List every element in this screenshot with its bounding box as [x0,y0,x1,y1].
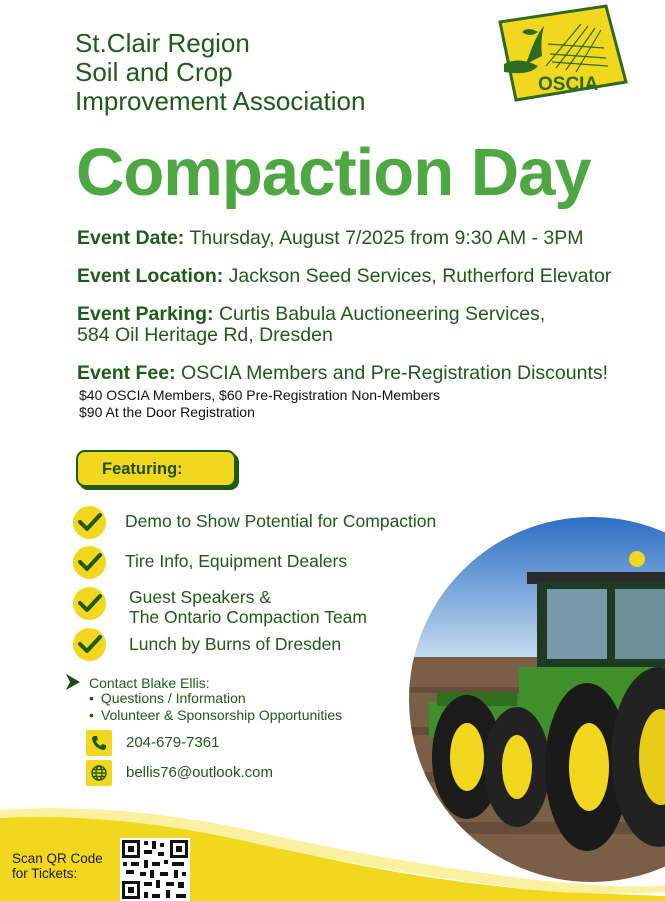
event-fee-value: OSCIA Members and Pre-Registration Discounts! [175,362,609,384]
arrow-right-icon [66,674,80,690]
feature-item-3-line-2: The Ontario Compaction Team [129,607,367,627]
featuring-badge [76,450,236,487]
contact-bullet-1: • Questions / Information [89,690,246,706]
scan-qr-line-2: for Tickets: [12,866,78,881]
contact-bullet-2: • Volunteer & Sponsorship Opportunities [89,707,342,723]
feature-item-3-line-1: Guest Speakers & [129,587,272,607]
org-line-2: Soil and Crop [75,57,233,87]
contact-heading: Contact Blake Ellis: [89,675,210,691]
organization-name [75,29,365,116]
contact-email[interactable]: bellis76@outlook.com [126,764,273,781]
event-parking-value-2: 584 Oil Heritage Rd, Dresden [77,324,333,346]
check-icon [73,506,106,539]
fee-details [79,387,440,421]
event-parking-value-1: Curtis Babula Auctioneering Services, [213,303,546,325]
check-icon [73,628,106,661]
org-line-1: St.Clair Region [75,28,250,58]
event-location-value: Jackson Seed Services, Rutherford Elevator [223,265,612,287]
feature-item-4: Lunch by Burns of Dresden [129,634,342,654]
event-location [77,266,611,287]
event-date [77,228,584,249]
event-parking-label: Event Parking: [77,303,214,325]
scan-qr-line-1: Scan QR Code [12,851,103,866]
feature-item-1: Demo to Show Potential for Compaction [125,511,437,531]
globe-icon [86,760,112,786]
fee-detail-2: $90 At the Door Registration [79,404,255,420]
feature-item-2: Tire Info, Equipment Dealers [125,551,348,571]
qr-code[interactable] [120,838,190,901]
fee-detail-1: $40 OSCIA Members, $60 Pre-Registration Non-Members [79,387,441,403]
check-icon [73,587,106,620]
org-line-3: Improvement Association [75,86,366,116]
check-icon [73,546,106,579]
event-parking [77,304,545,346]
contact-phone[interactable]: 204-679-7361 [126,734,220,751]
event-date-label: Event Date: [77,227,185,249]
event-fee [77,363,608,384]
oscia-logo [486,4,631,104]
event-fee-label: Event Fee: [77,362,176,384]
phone-icon [86,730,112,756]
logo-text: OSCIA [538,74,599,95]
featuring-label: Featuring: [102,460,183,478]
page-title: Compaction Day [76,135,591,210]
scan-qr-label [12,851,103,881]
feature-item-3 [129,587,367,627]
event-location-label: Event Location: [77,265,224,287]
event-date-value: Thursday, August 7/2025 from 9:30 AM - 3PM [184,227,584,249]
